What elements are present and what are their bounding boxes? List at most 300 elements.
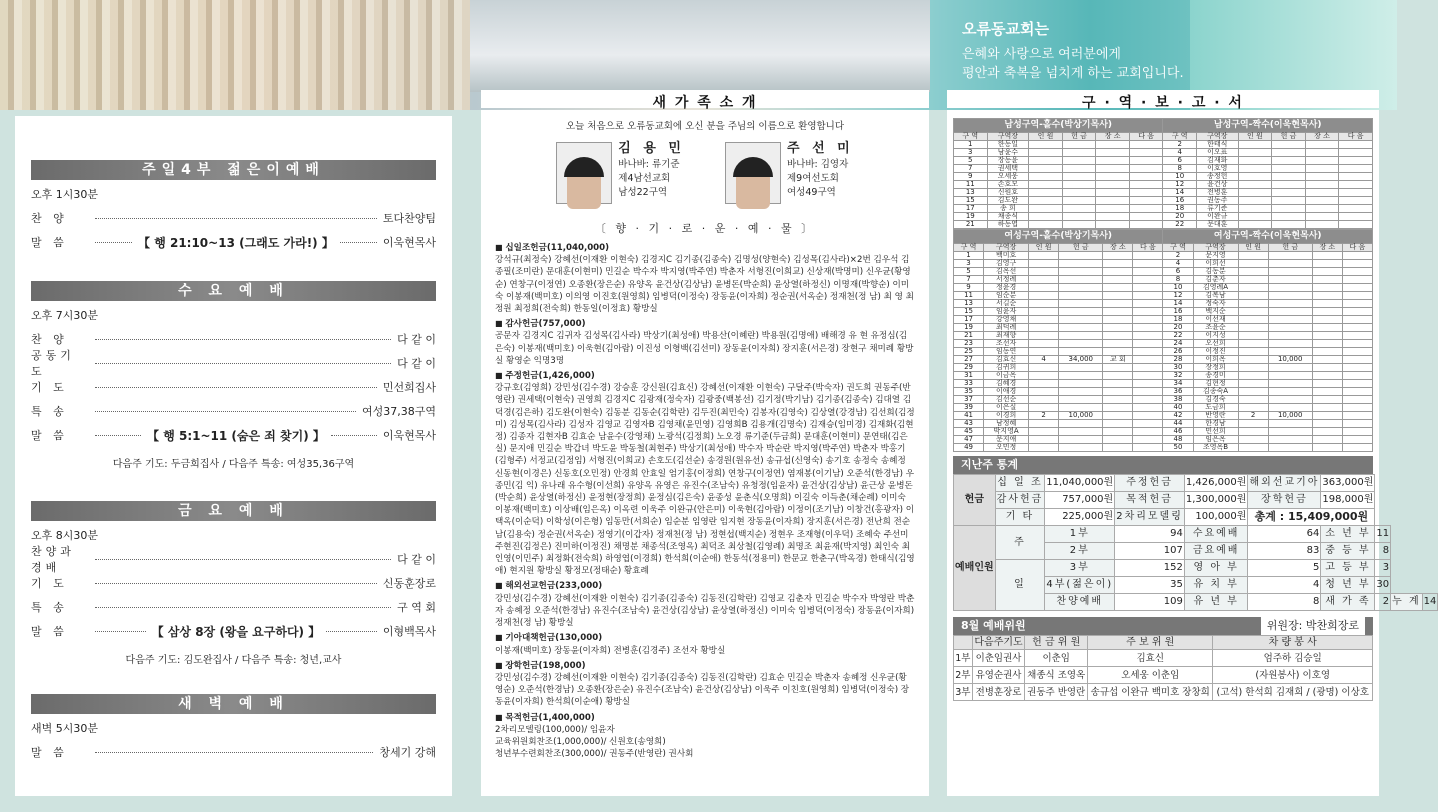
district-leader: 김현정 — [1193, 380, 1238, 388]
empty-cell — [1103, 412, 1133, 420]
district-leader: 이희선 — [1193, 260, 1238, 268]
empty-cell — [1062, 157, 1096, 165]
weekly-stats — [953, 456, 1437, 611]
empty-cell — [1268, 444, 1312, 452]
district-leader: 김복남 — [1193, 292, 1238, 300]
empty-cell — [1096, 165, 1130, 173]
empty-cell — [1272, 149, 1306, 157]
empty-cell — [1342, 260, 1372, 268]
attendance-label: 1부 — [1045, 526, 1115, 543]
worship-order-row — [31, 595, 436, 619]
attendance-row — [954, 560, 1438, 577]
empty-cell — [1268, 340, 1312, 348]
committee-cell: 김효신 — [1088, 650, 1213, 667]
district-leader: 정숙자 — [1193, 300, 1238, 308]
empty-cell — [1029, 165, 1063, 173]
empty-cell — [1103, 428, 1133, 436]
district-no: 44 — [1163, 420, 1193, 428]
stat-label: 주정헌금 — [1115, 475, 1185, 492]
empty-cell — [1238, 181, 1272, 189]
worship-schedule-column — [15, 116, 452, 796]
table-row — [954, 436, 1373, 444]
worship-block — [15, 160, 452, 254]
empty-cell — [1312, 396, 1342, 404]
order-leader: 창세기 강해 — [379, 746, 436, 759]
empty-cell — [1133, 444, 1163, 452]
committee-title: 8월 예배위원 — [961, 619, 1026, 632]
newcomer-card — [556, 142, 685, 204]
offering-line: 교육위원회찬조(1,000,000)/ 신원호(송영희) — [495, 736, 666, 747]
district-no: 2 — [1163, 252, 1193, 260]
church-tagline: 오류동교회는 은혜와 사랑으로 여러분에게 평안과 축복을 넘치게 하는 교회입니다. — [962, 20, 1184, 81]
empty-cell — [1312, 340, 1342, 348]
order-label: 말 씀 — [31, 236, 68, 249]
worship-order-row — [31, 206, 436, 230]
newfamily-list — [481, 142, 929, 204]
district-no: 17 — [954, 205, 988, 213]
empty-cell — [1312, 260, 1342, 268]
district-leader: 이애경 — [984, 388, 1029, 396]
empty-cell — [1096, 205, 1130, 213]
column-header: 구 역 — [1163, 244, 1193, 252]
column-header: 장 소 — [1312, 244, 1342, 252]
attendance-label: 찬양예배 — [1045, 594, 1115, 611]
dot-leader — [331, 435, 377, 436]
empty-cell — [1029, 372, 1059, 380]
committee-cell: 오세웅 이춘임 — [1088, 667, 1213, 684]
column-header: 장 소 — [1305, 133, 1339, 141]
empty-cell — [1342, 412, 1372, 420]
empty-cell — [1342, 308, 1372, 316]
worship-order-row — [31, 327, 436, 351]
empty-cell — [1059, 268, 1103, 276]
empty-cell — [1129, 189, 1163, 197]
district-leader: 반영란 — [1193, 412, 1238, 420]
district-table — [953, 229, 1373, 452]
empty-cell — [1305, 149, 1339, 157]
empty-cell — [1305, 221, 1339, 229]
empty-cell — [1096, 197, 1130, 205]
order-leader: 여성37,38구역 — [362, 405, 436, 418]
empty-cell — [1059, 276, 1103, 284]
empty-cell — [1059, 324, 1103, 332]
district-no: 12 — [1163, 292, 1193, 300]
column-header: 헌 금 — [1268, 244, 1312, 252]
attendance-count: 30 — [1375, 577, 1391, 594]
district-leader: 한경남 — [1193, 420, 1238, 428]
district-leader: 조선자 — [984, 340, 1029, 348]
empty-cell — [1059, 388, 1103, 396]
attendance-count: 14 — [1422, 594, 1438, 611]
column-header: 인 원 — [1029, 133, 1063, 141]
worship-block — [15, 501, 452, 674]
worship-order-row — [31, 619, 436, 643]
order-label: 말 씀 — [31, 746, 68, 759]
empty-cell — [1238, 173, 1272, 181]
newcomer-detail: 바나바: 류기준 — [618, 159, 680, 170]
offering-names: 강민성(김수경) 강혜선(이재환 이현숙) 김기종(김종숙) 김동진(김학란) 김영교 김춘자 민길순 박수자 박영란 박춘자 송혜정 오준석(한경남) 유진수(조남숙) 윤건상(김상남) 윤상열(하정신) 이미숙 임병덕(이정숙) 장동윤(이자희) 정재천(정 남) 황방실 — [495, 593, 915, 629]
district-no: 18 — [1163, 205, 1197, 213]
district-no: 38 — [1163, 396, 1193, 404]
empty-cell — [1339, 221, 1373, 229]
person-silhouette — [736, 161, 770, 209]
empty-cell — [1238, 300, 1268, 308]
empty-cell — [1133, 300, 1163, 308]
offering-type: ■ 감사헌금(757,000) — [495, 318, 915, 330]
newcomer-detail: 제4남선교회 — [618, 173, 671, 184]
table-row — [954, 444, 1373, 452]
attendance-count: 64 — [1248, 526, 1321, 543]
empty-cell — [1312, 276, 1342, 284]
stat-value: 198,000원 — [1321, 492, 1375, 509]
empty-cell — [1268, 396, 1312, 404]
district-leader: 임동연 — [984, 348, 1029, 356]
empty-cell — [1342, 340, 1372, 348]
worship-block — [15, 694, 452, 764]
worship-time: 오후 7시30분 — [31, 309, 98, 322]
sermon-passage: 【 행 21:10~13 (그래도 가라!) 】 — [138, 235, 334, 250]
column-header: 구 역 — [954, 244, 984, 252]
district-leader: 백미호 — [984, 252, 1029, 260]
empty-cell — [1029, 221, 1063, 229]
committee-cell: 1부 — [954, 650, 973, 667]
district-no: 19 — [954, 324, 984, 332]
district-leader: 김귀희 — [984, 364, 1029, 372]
attendance-count: 152 — [1115, 560, 1185, 577]
empty-cell — [1103, 260, 1133, 268]
attendance-label: 수요예배 — [1184, 526, 1248, 543]
stat-value: 100,000원 — [1184, 509, 1248, 526]
empty-cell — [1103, 396, 1133, 404]
table-row — [954, 340, 1373, 348]
district-no: 41 — [954, 412, 984, 420]
empty-cell — [1268, 260, 1312, 268]
committee-cell: 2부 — [954, 667, 973, 684]
empty-cell — [1103, 388, 1133, 396]
empty-cell — [1312, 420, 1342, 428]
empty-cell — [1305, 205, 1339, 213]
empty-cell — [1238, 372, 1268, 380]
empty-cell — [1103, 292, 1133, 300]
empty-cell — [1238, 189, 1272, 197]
district-leader: 조윤순 — [1193, 324, 1238, 332]
district-leader: 최재향 — [984, 332, 1029, 340]
committee-header — [953, 617, 1373, 635]
empty-cell — [1342, 332, 1372, 340]
empty-cell — [1103, 268, 1133, 276]
district-no: 8 — [1163, 165, 1197, 173]
committee-chair: 위원장: 박찬희장로 — [1261, 617, 1365, 635]
district-leader: 김도완 — [987, 197, 1029, 205]
newfamily-column — [481, 95, 929, 796]
empty-cell — [1059, 252, 1103, 260]
district-no: 1 — [954, 252, 984, 260]
empty-cell — [1268, 372, 1312, 380]
empty-cell — [1268, 268, 1312, 276]
district-no: 7 — [954, 276, 984, 284]
attendance-count: 8 — [1375, 543, 1391, 560]
empty-cell — [1029, 205, 1063, 213]
district-leader: 민선희 — [1193, 428, 1238, 436]
offering-type: ■ 십일조헌금(11,040,000) — [495, 242, 915, 254]
district-leader: 김춘자 — [1193, 276, 1238, 284]
empty-cell — [1342, 388, 1372, 396]
committee-cell: 3부 — [954, 684, 973, 701]
empty-cell — [1342, 252, 1372, 260]
offering-total: 총계 : 15,409,000원 — [1248, 509, 1375, 526]
attendance-count: 83 — [1248, 543, 1321, 560]
attendance-category: 예배인원 — [954, 526, 996, 611]
empty-cell — [1272, 197, 1306, 205]
district-group-title: 남성구역-홀수(박상기목사) — [954, 119, 1163, 133]
empty-cell — [1238, 260, 1268, 268]
district-leader: 박지영A — [984, 428, 1029, 436]
empty-cell — [1339, 173, 1373, 181]
empty-cell — [1103, 332, 1133, 340]
newfamily-intro: 오늘 처음으로 오류동교회에 오신 분을 주님의 이름으로 환영합니다 — [565, 121, 845, 132]
empty-cell — [1059, 316, 1103, 324]
empty-cell — [1312, 316, 1342, 324]
empty-cell — [1029, 436, 1059, 444]
column-header: 구 역 — [1163, 133, 1197, 141]
district-no: 11 — [954, 181, 988, 189]
empty-cell — [1342, 428, 1372, 436]
empty-cell — [1342, 300, 1372, 308]
empty-cell — [1103, 252, 1133, 260]
offering-names: 이봉재(백미호) 장동윤(이자희) 전병훈(김경주) 조선자 황방실 — [495, 645, 726, 656]
district-no: 47 — [954, 436, 984, 444]
stat-label: 2차리모델링 — [1115, 509, 1185, 526]
column-header: 구 역 — [954, 133, 988, 141]
empty-cell — [1129, 221, 1163, 229]
district-leader: 도금희 — [1193, 404, 1238, 412]
dot-leader — [95, 559, 391, 560]
district-value: 교 회 — [1103, 356, 1133, 364]
empty-cell — [1305, 181, 1339, 189]
district-value: 2 — [1029, 412, 1059, 420]
district-leader: 이경희 — [984, 412, 1029, 420]
column-header: 구역장 — [1196, 133, 1238, 141]
empty-cell — [1096, 213, 1130, 221]
empty-cell — [1312, 356, 1342, 364]
district-leader: 송 희 — [987, 205, 1029, 213]
table-row — [954, 667, 1373, 684]
empty-cell — [1238, 364, 1268, 372]
empty-cell — [1312, 372, 1342, 380]
empty-cell — [1103, 284, 1133, 292]
empty-cell — [1238, 276, 1268, 284]
empty-cell — [1062, 213, 1096, 221]
empty-cell — [1029, 388, 1059, 396]
column-header: 인 원 — [1238, 244, 1268, 252]
empty-cell — [1059, 380, 1103, 388]
attendance-count: 107 — [1115, 543, 1185, 560]
empty-cell — [1029, 276, 1059, 284]
column-header: 헌 금 — [1062, 133, 1096, 141]
empty-cell — [1133, 428, 1163, 436]
district-no: 26 — [1163, 348, 1193, 356]
district-report — [953, 118, 1373, 452]
empty-cell — [1103, 436, 1133, 444]
attendance-count: 35 — [1115, 577, 1185, 594]
empty-cell — [1268, 276, 1312, 284]
committee-cell: 전병훈장로 — [972, 684, 1025, 701]
district-leader: 이완규 — [1196, 213, 1238, 221]
empty-cell — [1029, 316, 1059, 324]
empty-cell — [1342, 324, 1372, 332]
worship-order-row — [31, 423, 436, 447]
district-leader: 하동엽 — [987, 221, 1029, 229]
district-no: 22 — [1163, 332, 1193, 340]
committee-cell: 이춘임권사 — [972, 650, 1025, 667]
empty-cell — [1238, 396, 1268, 404]
empty-cell — [1238, 324, 1268, 332]
empty-cell — [1059, 260, 1103, 268]
empty-cell — [1268, 324, 1312, 332]
district-group-title: 여성구역-홀수(박상기목사) — [954, 230, 1163, 244]
worship-block — [15, 281, 452, 478]
empty-cell — [1096, 141, 1130, 149]
district-title: 구 · 역 · 보 · 고 · 서 — [947, 90, 1379, 108]
empty-cell — [1268, 364, 1312, 372]
empty-cell — [1305, 157, 1339, 165]
district-leader: 남정혜 — [984, 420, 1029, 428]
empty-cell — [1129, 181, 1163, 189]
empty-cell — [1272, 141, 1306, 149]
empty-cell — [1029, 324, 1059, 332]
newfamily-title: 새 가 족 소 개 — [481, 90, 929, 108]
sermon-passage: 【 삼상 8장 (왕을 요구하다) 】 — [151, 624, 321, 639]
district-no: 14 — [1163, 300, 1193, 308]
district-leader: 이은실 — [984, 404, 1029, 412]
empty-cell — [1268, 292, 1312, 300]
empty-cell — [1133, 284, 1163, 292]
empty-cell — [1272, 181, 1306, 189]
table-row — [954, 268, 1373, 276]
person-silhouette — [567, 161, 601, 209]
attendance-count: 94 — [1115, 526, 1185, 543]
empty-cell — [1312, 284, 1342, 292]
district-leader: 김재화 — [1196, 157, 1238, 165]
empty-cell — [1312, 292, 1342, 300]
worship-title: 금 요 예 배 — [31, 501, 436, 521]
order-leader: 구 역 회 — [397, 601, 436, 614]
empty-cell — [1029, 181, 1063, 189]
district-leader: 장동윤 — [987, 157, 1029, 165]
district-no: 19 — [954, 213, 988, 221]
empty-cell — [1029, 157, 1063, 165]
offering-names: 공문자 김경지C 김귀자 김성목(김사라) 박상기(최성애) 박용산(이혜란) 박용원(김명애) 배해경 유 현 유정심(김은숙) 이봉재(백미호) 이욱현(김아람) 이진성 이형백(김선미) 장동윤(이자희) 장지훈(서은경) 장현구 채미례 황방실 황영순 익명3명 — [495, 331, 914, 366]
attendance-label: 누 계 — [1391, 594, 1423, 611]
stat-label: 감사헌금 — [995, 492, 1045, 509]
empty-cell — [1268, 308, 1312, 316]
district-leader: 김혜경 — [984, 380, 1029, 388]
empty-cell — [1238, 340, 1268, 348]
empty-cell — [1272, 221, 1306, 229]
attendance-label: 유 년 부 — [1184, 594, 1248, 611]
table-row — [954, 380, 1373, 388]
empty-cell — [1238, 356, 1268, 364]
district-no: 20 — [1163, 324, 1193, 332]
attendance-count: 8 — [1248, 594, 1321, 611]
district-no: 13 — [954, 300, 984, 308]
district-no: 22 — [1163, 221, 1197, 229]
district-leader: 임은옥 — [1193, 436, 1238, 444]
attendance-label: 2부 — [1045, 543, 1115, 560]
empty-cell — [1305, 165, 1339, 173]
empty-cell — [1103, 404, 1133, 412]
district-leader: 송경미 — [1193, 372, 1238, 380]
table-row — [954, 292, 1373, 300]
offering-line: 청년부수련회찬조(300,000)/ 권동주(반영란) 권사회 — [495, 749, 694, 760]
empty-cell — [1062, 189, 1096, 197]
empty-cell — [1029, 420, 1059, 428]
table-row — [954, 388, 1373, 396]
empty-cell — [1342, 348, 1372, 356]
district-no: 42 — [1163, 412, 1193, 420]
table-row — [954, 348, 1373, 356]
empty-cell — [1029, 308, 1059, 316]
offering-category: 헌금 — [954, 475, 996, 526]
empty-cell — [1029, 444, 1059, 452]
congregation-photo — [0, 0, 470, 110]
stat-value: 1,426,000원 — [1184, 475, 1248, 492]
empty-cell — [1238, 205, 1272, 213]
empty-cell — [1238, 268, 1268, 276]
stat-label: 십 일 조 — [995, 475, 1045, 492]
newcomer-detail: 여성49구역 — [787, 187, 836, 198]
worship-order-row — [31, 545, 436, 574]
attendance-label: 금요예배 — [1184, 543, 1248, 560]
worship-time: 오후 8시30분 — [31, 529, 98, 542]
district-value: 2 — [1238, 412, 1268, 420]
table-row — [954, 412, 1373, 420]
empty-cell — [1342, 404, 1372, 412]
dot-leader — [95, 435, 141, 436]
empty-cell — [1133, 308, 1163, 316]
empty-cell — [1342, 276, 1372, 284]
table-row — [954, 404, 1373, 412]
district-no: 16 — [1163, 308, 1193, 316]
empty-cell — [1096, 221, 1130, 229]
empty-cell — [1059, 284, 1103, 292]
attendance-label: 고 등 부 — [1321, 560, 1375, 577]
empty-cell — [1238, 252, 1268, 260]
district-leader: 한태식 — [1196, 141, 1238, 149]
committee-cell: 송규섭 이완규 백미호 장창희 — [1088, 684, 1213, 701]
newcomer-detail: 바나바: 김영자 — [787, 159, 849, 170]
empty-cell — [1238, 420, 1268, 428]
district-leader: 송정헌 — [1196, 173, 1238, 181]
empty-cell — [1133, 324, 1163, 332]
empty-cell — [1342, 372, 1372, 380]
stat-value: 225,000원 — [1045, 509, 1115, 526]
empty-cell — [1029, 396, 1059, 404]
empty-cell — [1312, 308, 1342, 316]
column-header: 헌 금 — [1059, 244, 1103, 252]
empty-cell — [1342, 444, 1372, 452]
offering-names: 강민성(김수경) 강혜선(이재환 이현숙) 김기종(김종숙) 김동진(김학란) 김효순 민길순 박춘자 송혜정 신우균(황영순) 오준석(한경남) 오종환(장은순) 유진수(조남숙) 윤건상(김상남) 이욱주 이친호(원영희) 임병덕(이정숙) 장동윤(이자희) 한석희(이순애) 황방실 — [495, 672, 910, 708]
column-header: 장 소 — [1096, 133, 1130, 141]
district-no: 24 — [1163, 340, 1193, 348]
dot-leader — [95, 752, 373, 753]
empty-cell — [1339, 197, 1373, 205]
column-header: 다 음 — [1129, 133, 1163, 141]
empty-cell — [1062, 197, 1096, 205]
district-no: 39 — [954, 404, 984, 412]
district-value: 4 — [1029, 356, 1059, 364]
offering-type: ■ 장학헌금(198,000) — [495, 660, 915, 672]
